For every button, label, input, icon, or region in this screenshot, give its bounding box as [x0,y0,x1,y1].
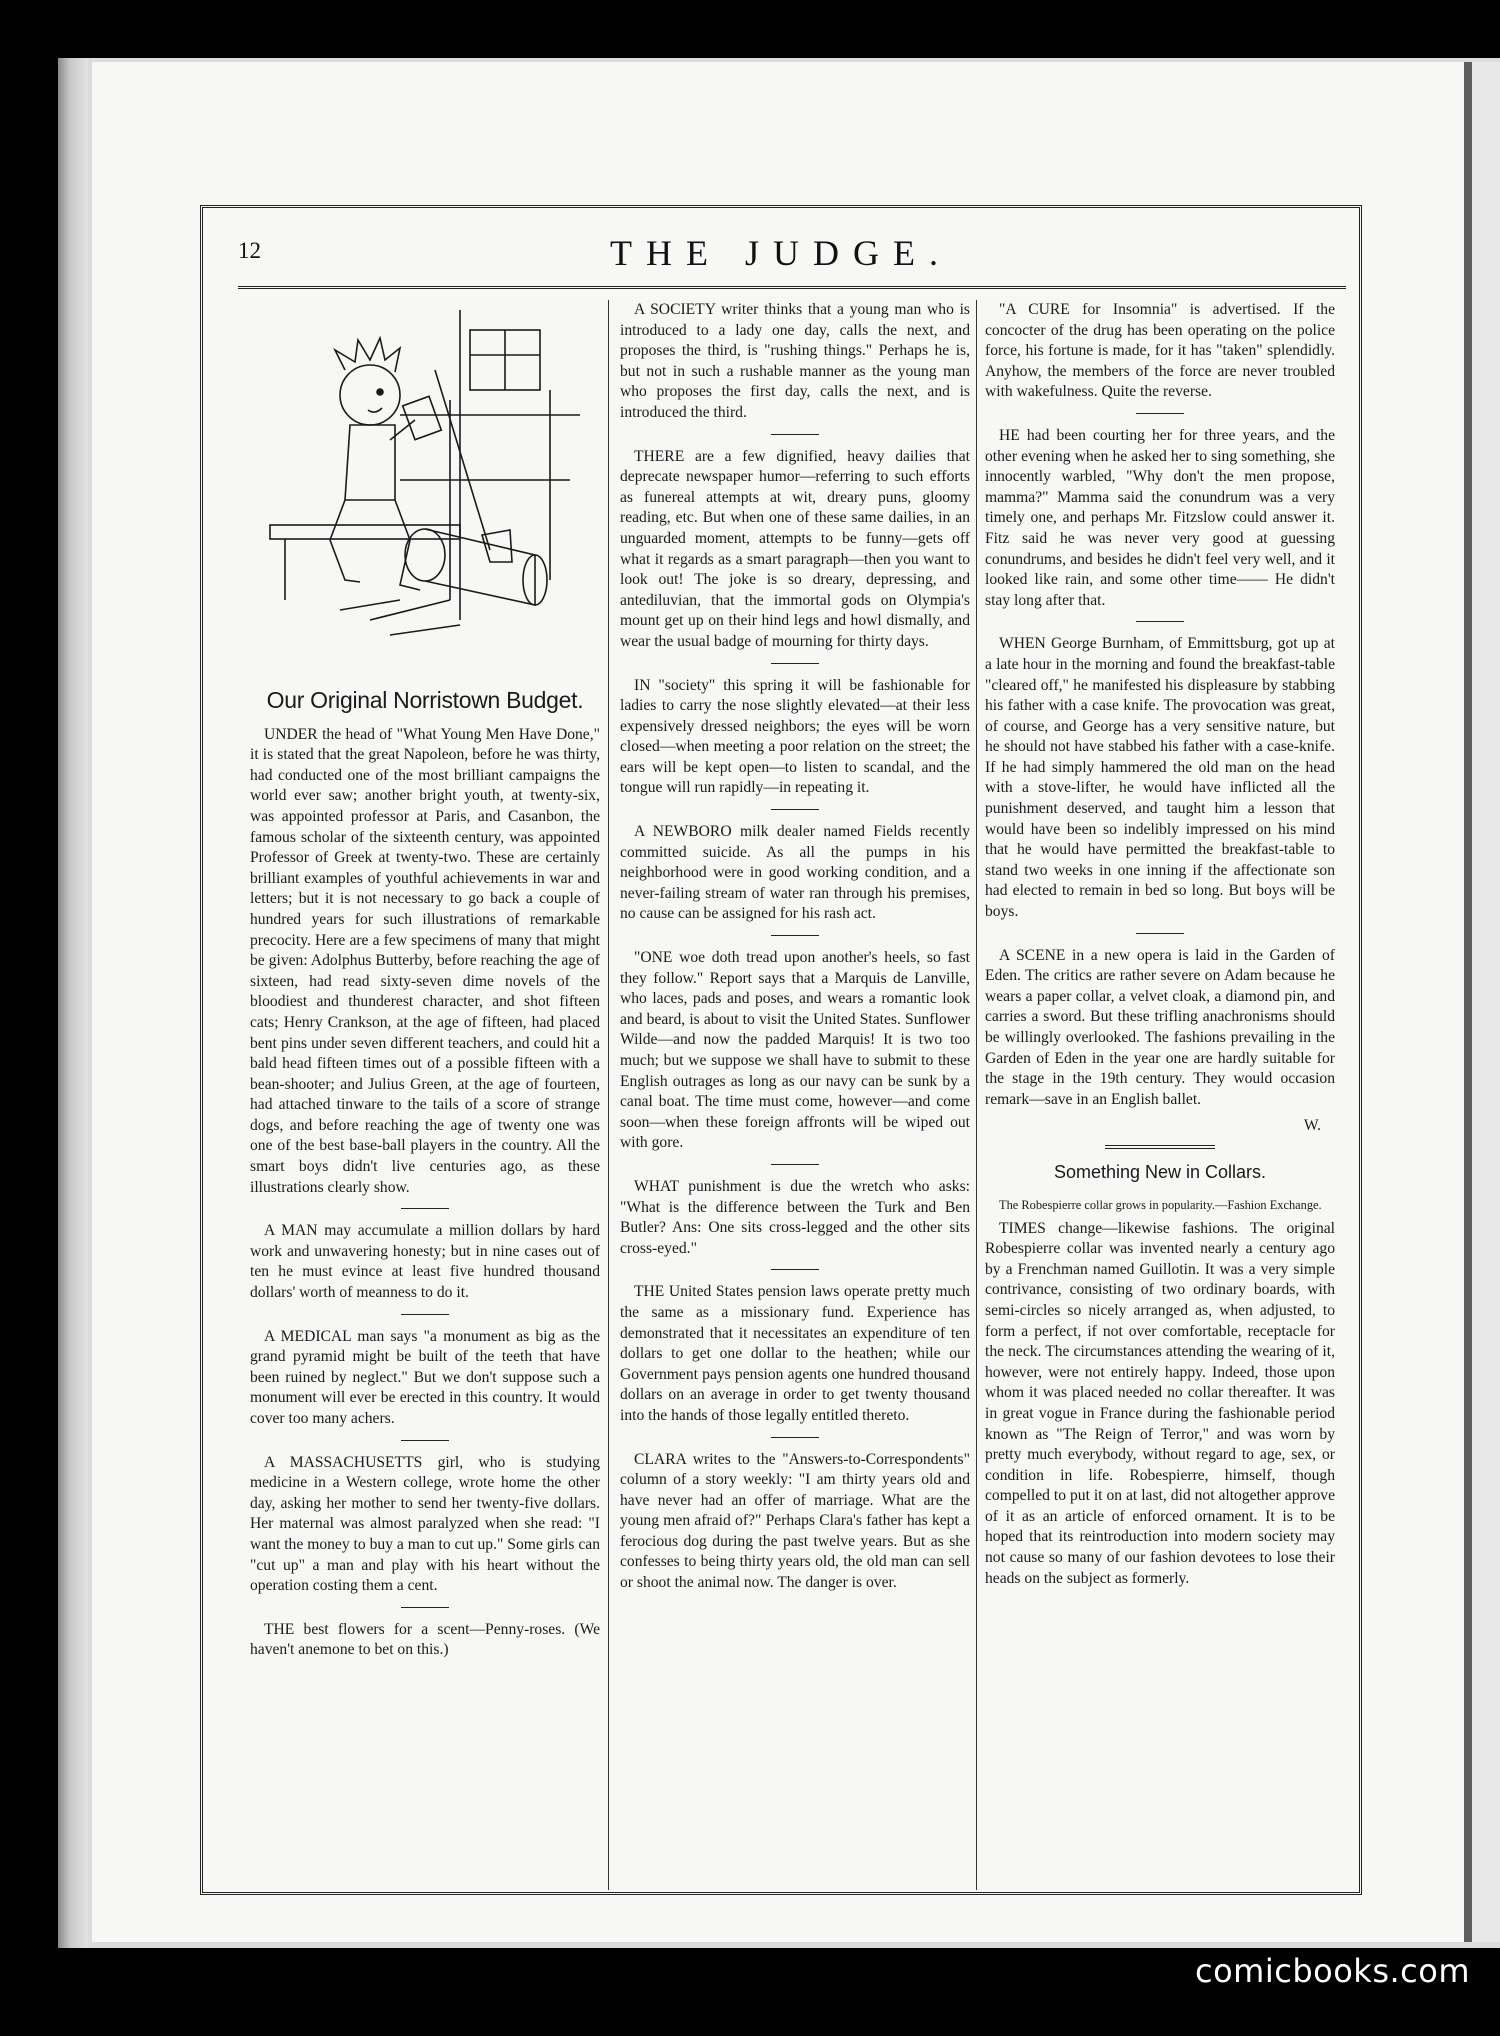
paragraph: A SOCIETY writer thinks that a young man who is introduced to a lady one day, calls the next, and proposes the third, is "rushing things." Perhaps he is, but not in such a rushable manner as the young man who proposes the first day, calls the next, and is introduced the third. [620,301,970,421]
epigraph: The Robespierre collar grows in popularity.—Fashion Exchange. [999,1197,1322,1212]
item-separator [401,1208,449,1209]
paragraph: A MASSACHUSETTS girl, who is studying medicine in a Western college, wrote home the other day, asking her mother to send her twenty-five dollars. Her maternal was almost paralyzed when she read: "I want the money to buy a man to cut up." Some girls can "cut up" a man and play with his heart without the operation costing them a cent. [250,1453,600,1595]
paragraph: A SCENE in a new opera is laid in the Garden of Eden. The critics are rather severe on Adam because he wears a paper collar, a velvet cloak, a diamond pin, and carries a sword. But these trifling anachronisms should be willingly overlooked. The fashions prevailing in the Garden of Eden in the year one are hardly suitable for the stage in the 19th century. They would occasion remark—save in an English ballet. [985,946,1335,1108]
paragraph: "A CURE for Insomnia" is advertised. If the concocter of the drug has been operating on the police force, his fortune is made, for it has "taken" splendidly. Anyhow, the members of the force are never troubled with wakefulness. Quite the reverse. [985,301,1335,401]
paragraph: UNDER the head of "What Young Men Have Done," it is stated that the great Napoleon, before he was thirty, had conducted one of the most brilliant campaigns the world ever saw; another bright youth, at twenty-six, was appointed professor at Paris, and Casanbon, the famous scholar of the sixteenth century, was appointed Professor of Greek at twenty-two. These are certainly brilliant examples of youthful achievements in war and letters; but it is not necessary to go back a couple of hundred years for such illustrations of remarkable precocity. Here are a few specimens of many that might be given: Adolphus Butterby, before reaching the age of sixteen, had read sixty-seven dime novels of the bloodiest and thunderest character, and shot fifteen cats; Henry Crankson, at the age of fifteen, had placed bent pins under seven different teachers, and could hit a bald head fifteen times out of a possible fifteen with a bean-shooter; and Julius Green, at the age of fourteen, had attached tinware to the tails of a score of strange dogs, and before reaching the age of twenty one was one of the best base-ball players in the country. All the smart boys didn't live centuries ago, as these illustrations clearly show. [250,725,600,1196]
page-number: 12 [238,238,261,263]
paragraph: THERE are a few dignified, heavy dailies that deprecate newspaper humor—referring to such efforts as funereal attempts at wit, dreary puns, gloomy reading, etc. But when one of these same dailies, in an unguarded moment, attempts to be funny—gets off what it regards as a smart paragraph—then you want to look out! The joke is so dreary, depressing, and antediluvian, that the immortal gods on Olympia's mount get up on their hind legs and howl dismally, and wear the usual badge of mourning for thirty days. [620,447,970,650]
item-separator [771,935,819,936]
item-separator [401,1440,449,1441]
column-rule-1 [608,300,609,1890]
paragraph: WHAT punishment is due the wretch who asks: "What is the difference between the Turk and Ben Butler? Ans: One sits cross-legged and the other sits cross-eyed." [620,1177,970,1257]
column-3 [985,300,1335,1599]
item-separator [771,663,819,664]
item-separator [771,1269,819,1270]
paragraph: A MEDICAL man says "a monument as big as the grand pyramid might be built of the teeth that have been ruined by neglect." But we don't suppose such a monument will ever be erected in this country. It would cover too many achers. [250,1327,600,1427]
header-rule [238,286,1346,289]
column-2 [620,300,970,1604]
column-rule-2 [976,300,977,1890]
column-1 [250,300,600,1671]
binding-edge [58,58,88,1948]
paragraph: THE best flowers for a scent—Penny-roses. (We haven't anemone to bet on this.) [250,1620,600,1659]
article-title: Our Original Norristown Budget. [266,687,584,713]
item-separator [771,1164,819,1165]
paragraph: A MAN may accumulate a million dollars by hard work and unwavering honesty; but in nine cases out of ten he must evince at least five hundred thousand dollars' worth of meanness to do it. [250,1222,600,1302]
next-page-edge [1464,62,1500,1942]
watermark-text: comicbooks.com [1194,1952,1470,1990]
item-separator [1136,933,1184,934]
paragraph: "ONE woe doth tread upon another's heels, so fast they follow." Report says that a Marquis de Lanville, who laces, pads and poses, and wears a romantic look and beard, is about to visit the United States. Sunflower Wilde—and now the padded Marquis! It is two too much; but we suppose we shall have to submit to these English outrages as long as our navy can be sunk by a canal boat. The time must come, however—and come soon—when these foreign affronts will be wiped out with gore. [620,949,970,1152]
masthead-title: THE JUDGE. [610,233,952,273]
item-separator [1136,413,1184,414]
paragraph: WHEN George Burnham, of Emmittsburg, got up at a late hour in the morning and found the breakfast-table "cleared off," he manifested his displeasure by stabbing his father with a case knife. The provocation was great, of course, and George has a very sensitive nature, but he should not have stabbed his father with a case-knife. If he had simply hammered the old man on the head with a stove-lifter, he would have inflicted all the punishment deserved, and taught him a lesson that would have been so indelibly impressed on his mind that he would have permitted the breakfast-table to stand two weeks in one inning if the affectionate son had elected to remain in bed so long. But boys will be boys. [985,635,1335,921]
author-signature: W. [1303,1117,1321,1135]
paragraph: CLARA writes to the "Answers-to-Correspondents" column of a story weekly: "I am thirty years old and have never had an offer of marriage. What are the young men afraid of?" Perhaps Clara's father has kept a ferocious dog during the past twelve years. But as she confesses to being thirty years old, the old man can sell or shoot the animal now. The danger is over. [620,1450,970,1592]
paragraph: IN "society" this spring it will be fashionable for ladies to carry the nose slightly elevated—at their less expensively dressed neighbors; the eyes will be worn closed—when meeting a poor relation on the street; the ears will be kept open—to listen to scandal, and the tongue will run rapidly—in repeating it. [620,676,970,797]
paragraph: THE United States pension laws operate pretty much the same as a missionary fund. Experience has demonstrated that it necessitates an expenditure of ten dollars to get one dollar to the heathen; while our Government pays pension agents one hundred thousand dollars on an average in order to get twenty thousand into the hands of those legally entitled thereto. [620,1283,970,1424]
item-separator [771,434,819,435]
collars-title: Something New in Collars. [1053,1161,1267,1182]
cartoon-drawing [250,300,600,680]
item-separator [1136,621,1184,622]
item-separator [771,809,819,810]
paragraph: HE had been courting her for three years, and the other evening when he asked her to sing something, she innocently warbled, "Why don't the men propose, mamma?" Mamma said the conundrum was a very timely one, and perhaps Mr. Fitzslow could answer it. Fitz said he was never very good at guessing conundrums, and besides he didn't feel very well, and it looked like rain, and some other time—— He didn't stay long after that. [985,426,1335,609]
item-separator [401,1314,449,1315]
item-separator [401,1607,449,1608]
item-separator [771,1437,819,1438]
paragraph: TIMES change—likewise fashions. The original Robespierre collar was invented nearly a century ago by a Frenchman named Guillotin. It was a very simple contrivance, consisting of two ordinary boards, with semi-circles so nicely arranged as, when adjusted, to form a perfect, if not over comfortable, receptacle for the neck. The circumstances attending the wearing of it, however, were not entirely happy. Indeed, those upon whom it was placed needed no collar thereafter. It was in great vogue in France during the fashionable period known as "The Reign of Terror," and was worn by pretty much everybody, without regard to age, sex, or condition in life. Robespierre, himself, though compelled to put it on at last, did not altogether approve of it as an article of enforced ornament. It is to be hoped that its reintroduction into modern society may not cause so many of our fashion devotees to lose their heads on the subject as formerly. [985,1219,1335,1587]
section-double-rule [1105,1145,1215,1152]
boy-with-axe-illustration [250,300,600,680]
paragraph: A NEWBORO milk dealer named Fields recently committed suicide. As all the pumps in his neighborhood were in good working condition, and a never-failing stream of water ran through his premises, no cause can be assigned for his rash act. [620,823,970,923]
